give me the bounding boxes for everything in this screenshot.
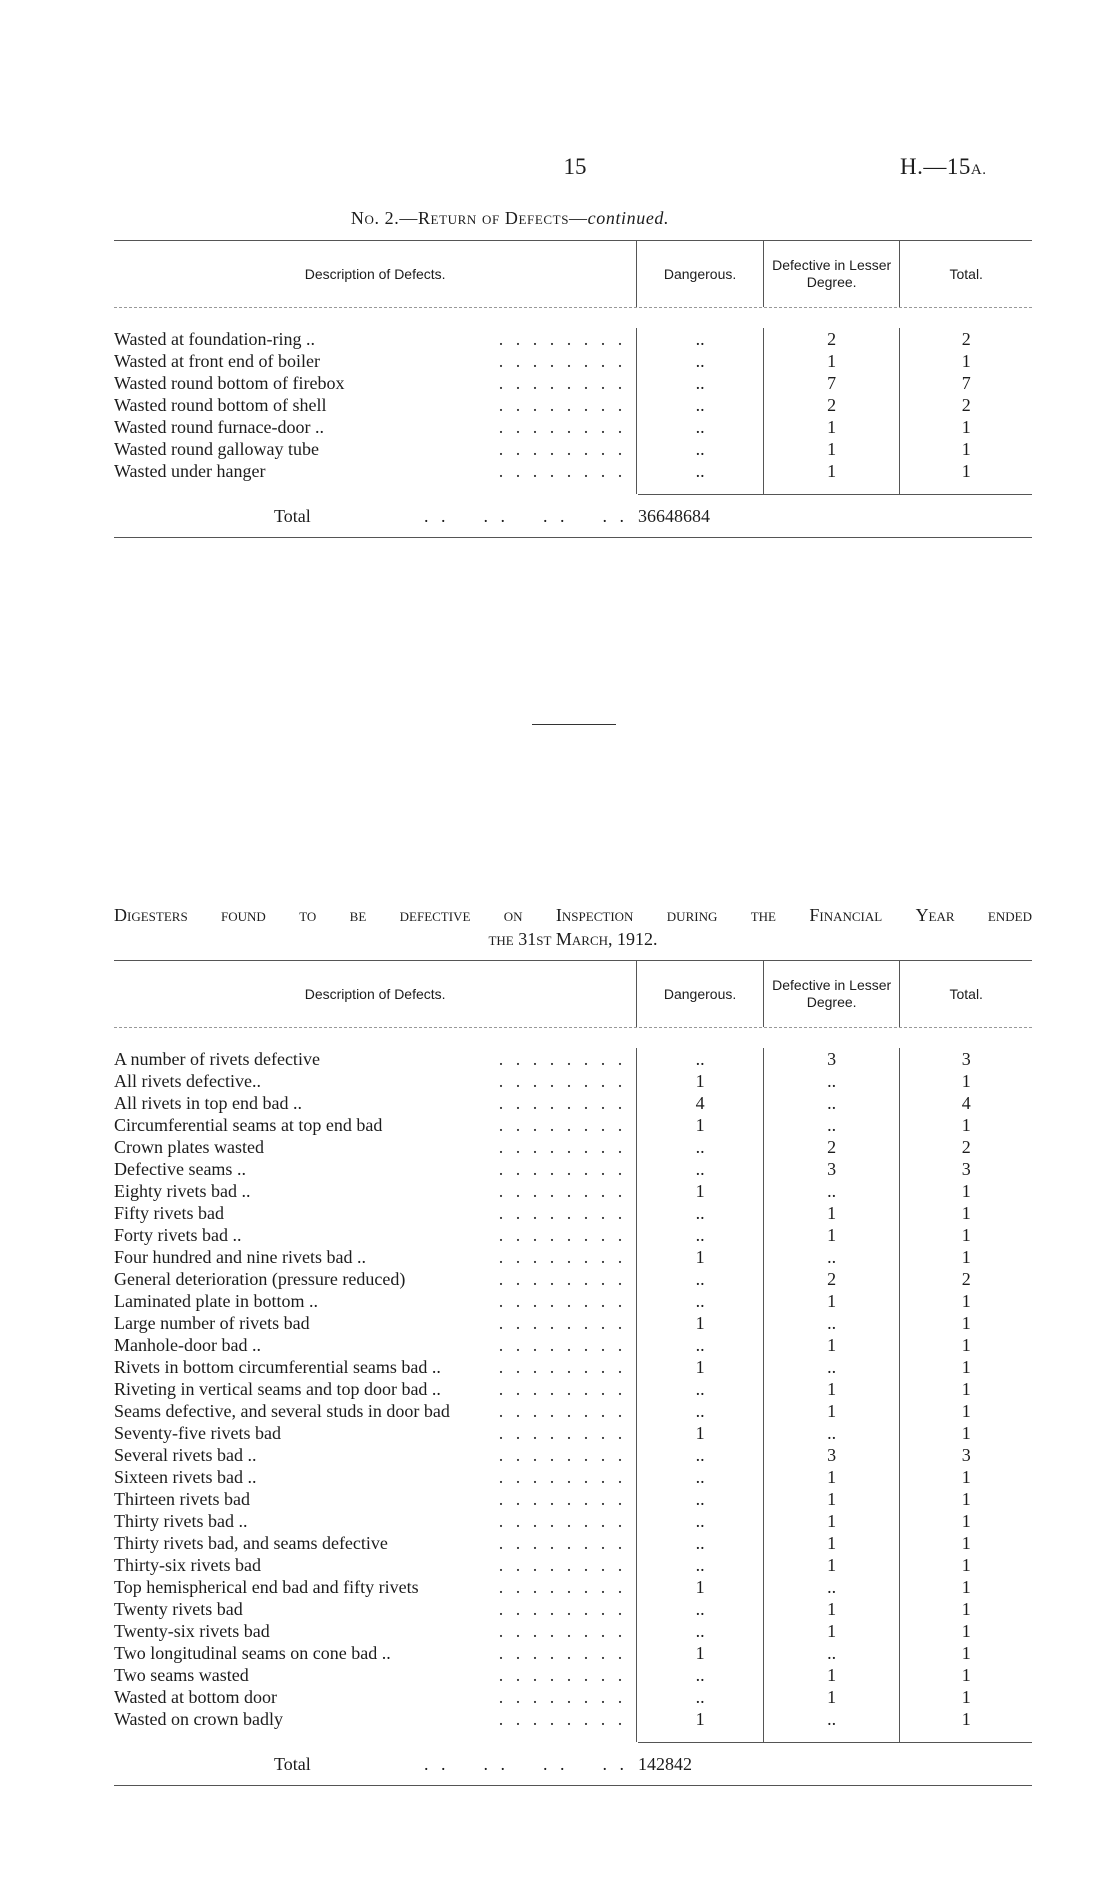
table-row [114,1554,1032,1576]
header-lesser-degree: Defective in Lesser Degree. [763,961,900,1027]
header-lesser-degree: Defective in Lesser Degree. [763,241,900,307]
header-dangerous: Dangerous. [636,961,763,1027]
row-dangerous: .. [636,1158,763,1180]
title-word: Digesters [114,905,188,925]
header-dangerous: Dangerous. [636,241,763,307]
table1-title-text: No. 2.—Return of Defects— [350,208,588,228]
row-lesser-degree: .. [763,1070,900,1092]
row-total: 3 [899,1048,1032,1070]
row-lesser-degree: 1 [763,1290,900,1312]
row-dangerous: .. [636,1224,763,1246]
row-description-cell: . . . . . . . . Thirteen rivets bad [114,1489,627,1509]
row-description: A number of rivets defective [114,1049,326,1069]
row-lesser-degree: 1 [763,1510,900,1532]
row-description-cell: . . . . . . . . Crown plates wasted [114,1137,627,1157]
row-dangerous: .. [636,350,763,372]
total-label-cell: Total . . . . . . . . [114,1743,638,1785]
row-dangerous: .. [636,1444,763,1466]
table-row [114,1312,1032,1334]
row-dangerous: 1 [636,1642,763,1664]
row-lesser-degree: .. [763,1312,900,1334]
row-description-cell: . . . . . . . . Circumferential seams at top end bad [114,1115,627,1135]
row-description-cell: . . . . . . . . Wasted at foundation-ring .. [114,329,627,349]
defects-table-1 [114,240,1032,538]
row-total: 1 [899,1620,1032,1642]
row-dangerous: .. [636,1620,763,1642]
row-dangerous: .. [636,1598,763,1620]
row-description: Four hundred and nine rivets bad .. [114,1247,372,1267]
row-dangerous: 1 [636,1246,763,1268]
row-description: Thirteen rivets bad [114,1489,256,1509]
row-description: Thirty-six rivets bad [114,1555,267,1575]
header-description: Description of Defects. [304,985,446,1002]
row-dangerous: 1 [636,1576,763,1598]
row-total: 1 [899,1664,1032,1686]
row-dangerous: .. [636,1202,763,1224]
row-dangerous: .. [636,1334,763,1356]
table-row [114,416,1032,438]
row-lesser-degree: 3 [763,1444,900,1466]
row-dangerous: 1 [636,1422,763,1444]
table-row [114,1158,1032,1180]
row-lesser-degree: 1 [763,416,900,438]
row-description-cell: . . . . . . . . Rivets in bottom circumferential seams bad .. [114,1357,627,1377]
title-word: to [299,905,317,925]
table-row [114,1356,1032,1378]
table-row [114,1444,1032,1466]
page-reference-suffix: A. [970,162,987,178]
table-row [114,1268,1032,1290]
row-description: Several rivets bad .. [114,1445,262,1465]
row-lesser-degree: 1 [763,1334,900,1356]
row-total: 1 [899,1554,1032,1576]
row-description-cell: . . . . . . . . Seams defective, and several studs in door bad [114,1401,627,1421]
table-row [114,1620,1032,1642]
row-description: Circumferential seams at top end bad [114,1115,388,1135]
row-description-cell: . . . . . . . . All rivets defective.. [114,1071,627,1091]
row-description: Wasted under hanger [114,461,272,481]
row-lesser-degree: .. [763,1246,900,1268]
row-lesser-degree: .. [763,1642,900,1664]
row-lesser-degree: 2 [763,328,900,350]
row-dangerous: .. [636,1378,763,1400]
row-description: Large number of rivets bad [114,1313,316,1333]
table-row [114,328,1032,350]
row-lesser-degree: .. [763,1092,900,1114]
row-lesser-degree: 1 [763,1554,900,1576]
row-description: Thirty rivets bad, and seams defective [114,1533,394,1553]
table-row [114,1334,1032,1356]
table-row [114,1642,1032,1664]
table-row [114,1576,1032,1598]
total-label: Total [274,506,311,526]
row-dangerous: .. [636,1400,763,1422]
row-description-cell: . . . . . . . . Twenty rivets bad [114,1599,627,1619]
row-total: 1 [899,1708,1032,1730]
header-total: Total. [899,241,1032,307]
row-description: General deterioration (pressure reduced) [114,1269,411,1289]
row-total: 1 [899,1334,1032,1356]
row-description: Twenty-six rivets bad [114,1621,276,1641]
row-dangerous: 4 [636,1092,763,1114]
row-dangerous: 1 [636,1708,763,1730]
row-description-cell: . . . . . . . . Large number of rivets bad [114,1313,627,1333]
row-description-cell: . . . . . . . . All rivets in top end bad .. [114,1093,627,1113]
row-total: 3 [899,1158,1032,1180]
table-body [114,1028,1032,1730]
row-lesser-degree: 1 [763,350,900,372]
row-lesser-degree: .. [763,1114,900,1136]
row-description-cell: . . . . . . . . Seventy-five rivets bad [114,1423,627,1443]
row-description: All rivets in top end bad .. [114,1093,308,1113]
row-description-cell: . . . . . . . . Wasted under hanger [114,461,627,481]
row-dangerous: .. [636,372,763,394]
row-total: 1 [899,1224,1032,1246]
row-total: 1 [899,1532,1032,1554]
row-total: 1 [899,1686,1032,1708]
total-dangerous: 14 [638,1754,656,1774]
row-total: 1 [899,1246,1032,1268]
row-total: 1 [899,1356,1032,1378]
row-lesser-degree: 1 [763,1488,900,1510]
row-total: 1 [899,1400,1032,1422]
row-dangerous: 1 [636,1114,763,1136]
row-lesser-degree: .. [763,1708,900,1730]
row-description: All rivets defective.. [114,1071,267,1091]
table-row [114,1488,1032,1510]
table-header-row [114,241,1032,307]
row-total: 2 [899,394,1032,416]
row-description: Eighty rivets bad .. [114,1181,256,1201]
row-lesser-degree: 1 [763,1532,900,1554]
table1-title-continued: continued. [587,208,670,228]
title-word: Financial [809,905,883,925]
row-description-cell: . . . . . . . . Two seams wasted [114,1665,627,1685]
total-lesser-degree: 28 [656,1754,674,1774]
row-description-cell: . . . . . . . . Wasted round bottom of shell [114,395,627,415]
row-lesser-degree: 1 [763,1224,900,1246]
row-description: Wasted at foundation-ring .. [114,329,321,349]
row-description-cell: . . . . . . . . Laminated plate in bottom .. [114,1291,627,1311]
table-row [114,350,1032,372]
row-lesser-degree: 1 [763,1598,900,1620]
row-lesser-degree: 1 [763,1686,900,1708]
table-row [114,1136,1032,1158]
row-dangerous: .. [636,1532,763,1554]
title-word: on [503,905,523,925]
row-description: Thirty rivets bad .. [114,1511,253,1531]
row-dangerous: .. [636,416,763,438]
table-row [114,1290,1032,1312]
row-description-cell: . . . . . . . . Wasted round furnace-door .. [114,417,627,437]
table-body [114,308,1032,482]
row-lesser-degree: 1 [763,438,900,460]
row-lesser-degree: 1 [763,1466,900,1488]
total-dangerous: 36 [638,506,656,526]
table-row [114,1422,1032,1444]
section-separator [532,724,616,725]
row-lesser-degree: 2 [763,394,900,416]
row-dangerous: 1 [636,1180,763,1202]
row-total: 2 [899,1136,1032,1158]
row-total: 1 [899,1290,1032,1312]
table-row [114,372,1032,394]
total-total: 684 [683,506,710,526]
total-label: Total [274,1754,311,1774]
row-total: 1 [899,1488,1032,1510]
row-total: 2 [899,1268,1032,1290]
title-word: Year [915,905,955,925]
page-number: 15 [563,154,587,179]
row-total: 1 [899,1312,1032,1334]
row-description: Wasted round furnace-door .. [114,417,330,437]
row-description: Crown plates wasted [114,1137,270,1157]
table-row [114,1114,1032,1136]
row-description: Rivets in bottom circumferential seams bad .. [114,1357,447,1377]
table1-title [260,208,760,229]
title-word: defective [399,905,471,925]
row-description-cell: . . . . . . . . Sixteen rivets bad .. [114,1467,627,1487]
table-row [114,1708,1032,1730]
row-dangerous: .. [636,1554,763,1576]
title-word: found [221,905,266,925]
row-total: 7 [899,372,1032,394]
row-description: Top hemispherical end bad and fifty rivets [114,1577,425,1597]
row-description-cell: . . . . . . . . Four hundred and nine rivets bad .. [114,1247,627,1267]
title-word: the [750,905,776,925]
row-description-cell: . . . . . . . . Two longitudinal seams on cone bad .. [114,1643,627,1663]
row-total: 1 [899,1180,1032,1202]
row-description: Seams defective, and several studs in door bad [114,1401,456,1421]
table-row [114,1664,1032,1686]
row-description-cell: . . . . . . . . Manhole-door bad .. [114,1335,627,1355]
row-description: Wasted on crown badly [114,1709,289,1729]
table-row [114,1070,1032,1092]
total-label-cell: Total . . . . . . . . [114,495,638,537]
total-total: 42 [674,1754,692,1774]
row-description: Seventy-five rivets bad [114,1423,287,1443]
row-total: 1 [899,1598,1032,1620]
table-row [114,1224,1032,1246]
table-bottom-rule [114,1785,1032,1786]
row-description-cell: . . . . . . . . Eighty rivets bad .. [114,1181,627,1201]
table2-title [114,903,1032,951]
row-dangerous: .. [636,1488,763,1510]
table-row [114,1400,1032,1422]
row-description-cell: . . . . . . . . Thirty rivets bad, and seams defective [114,1533,627,1553]
table-row [114,1378,1032,1400]
spacer-row [114,1730,1032,1742]
table-row [114,1686,1032,1708]
row-description: Two longitudinal seams on cone bad .. [114,1643,397,1663]
row-lesser-degree: 2 [763,1268,900,1290]
row-dangerous: .. [636,1466,763,1488]
row-total: 1 [899,350,1032,372]
row-lesser-degree: 1 [763,1664,900,1686]
table-header-row [114,961,1032,1027]
table-row [114,1466,1032,1488]
row-total: 1 [899,1202,1032,1224]
row-lesser-degree: .. [763,1576,900,1598]
table-row [114,1532,1032,1554]
table-row [114,1048,1032,1070]
title-word: be [349,905,367,925]
row-total: 1 [899,1070,1032,1092]
row-total: 1 [899,438,1032,460]
row-description: Wasted round bottom of firebox [114,373,351,393]
row-description-cell: . . . . . . . . Top hemispherical end bad and fifty rivets [114,1577,627,1597]
table-bottom-rule [114,537,1032,538]
row-total: 1 [899,1466,1032,1488]
row-lesser-degree: 1 [763,460,900,482]
row-dangerous: .. [636,328,763,350]
row-description-cell: . . . . . . . . Forty rivets bad .. [114,1225,627,1245]
row-total: 1 [899,1422,1032,1444]
header-total: Total. [899,961,1032,1027]
table2-title-line1 [114,903,1032,927]
row-dangerous: .. [636,1268,763,1290]
total-row [114,495,1032,537]
row-description: Manhole-door bad .. [114,1335,267,1355]
row-description-cell: . . . . . . . . Wasted on crown badly [114,1709,627,1729]
row-description-cell: . . . . . . . . Twenty-six rivets bad [114,1621,627,1641]
row-lesser-degree: 1 [763,1620,900,1642]
row-description: Defective seams .. [114,1159,252,1179]
row-dangerous: .. [636,438,763,460]
row-dangerous: .. [636,1664,763,1686]
row-total: 1 [899,460,1032,482]
row-lesser-degree: 1 [763,1202,900,1224]
row-total: 1 [899,1114,1032,1136]
table-row [114,1202,1032,1224]
row-dangerous: .. [636,1048,763,1070]
row-lesser-degree: .. [763,1422,900,1444]
row-dangerous: .. [636,394,763,416]
title-word: Inspection [555,905,634,925]
row-lesser-degree: 3 [763,1048,900,1070]
row-description-cell: . . . . . . . . Thirty-six rivets bad [114,1555,627,1575]
title-word: during [666,905,718,925]
row-lesser-degree: .. [763,1356,900,1378]
row-total: 1 [899,1576,1032,1598]
page-reference [900,154,986,180]
row-dangerous: .. [636,1510,763,1532]
row-description-cell: . . . . . . . . Wasted round galloway tube [114,439,627,459]
row-lesser-degree: 3 [763,1158,900,1180]
row-description-cell: . . . . . . . . Wasted at front end of boiler [114,351,627,371]
table-row [114,438,1032,460]
row-description-cell: . . . . . . . . A number of rivets defective [114,1049,627,1069]
row-lesser-degree: 7 [763,372,900,394]
table-row [114,394,1032,416]
row-description: Wasted at bottom door [114,1687,283,1707]
row-lesser-degree: .. [763,1180,900,1202]
table-row [114,460,1032,482]
row-total: 1 [899,416,1032,438]
row-total: 4 [899,1092,1032,1114]
row-dangerous: .. [636,1290,763,1312]
row-description: Fifty rivets bad [114,1203,230,1223]
row-description-cell: . . . . . . . . Wasted at bottom door [114,1687,627,1707]
row-dangerous: 1 [636,1356,763,1378]
row-description-cell: . . . . . . . . Riveting in vertical seams and top door bad .. [114,1379,627,1399]
row-total: 1 [899,1378,1032,1400]
table-row [114,1092,1032,1114]
table-row [114,1246,1032,1268]
row-description: Sixteen rivets bad .. [114,1467,262,1487]
row-description-cell: . . . . . . . . Fifty rivets bad [114,1203,627,1223]
row-dangerous: .. [636,460,763,482]
table-row [114,1510,1032,1532]
row-description: Riveting in vertical seams and top door bad .. [114,1379,447,1399]
row-total: 2 [899,328,1032,350]
spacer-row [114,482,1032,494]
table2-title-line2: the 31st March, 1912. [488,929,658,949]
row-total: 1 [899,1642,1032,1664]
header-description: Description of Defects. [304,265,446,282]
row-description: Twenty rivets bad [114,1599,249,1619]
row-dangerous: .. [636,1136,763,1158]
row-description: Wasted at front end of boiler [114,351,326,371]
title-word: ended [987,905,1032,925]
defects-table-2 [114,960,1032,1786]
row-description: Wasted round galloway tube [114,439,325,459]
total-lesser-degree: 648 [656,506,683,526]
row-dangerous: 1 [636,1312,763,1334]
row-description-cell: . . . . . . . . Thirty rivets bad .. [114,1511,627,1531]
table-row [114,1180,1032,1202]
row-description: Laminated plate in bottom .. [114,1291,324,1311]
row-lesser-degree: 1 [763,1400,900,1422]
row-total: 3 [899,1444,1032,1466]
page-reference-main: H.—15 [900,154,971,179]
row-description-cell: . . . . . . . . Defective seams .. [114,1159,627,1179]
table-row [114,1598,1032,1620]
row-description-cell: . . . . . . . . Several rivets bad .. [114,1445,627,1465]
row-description: Wasted round bottom of shell [114,395,333,415]
row-dangerous: 1 [636,1070,763,1092]
row-description-cell: . . . . . . . . General deterioration (pressure reduced) [114,1269,627,1289]
row-description: Forty rivets bad .. [114,1225,248,1245]
row-lesser-degree: 1 [763,1378,900,1400]
row-total: 1 [899,1510,1032,1532]
row-dangerous: .. [636,1686,763,1708]
row-description-cell: . . . . . . . . Wasted round bottom of firebox [114,373,627,393]
row-lesser-degree: 2 [763,1136,900,1158]
row-description: Two seams wasted [114,1665,255,1685]
total-row [114,1743,1032,1785]
